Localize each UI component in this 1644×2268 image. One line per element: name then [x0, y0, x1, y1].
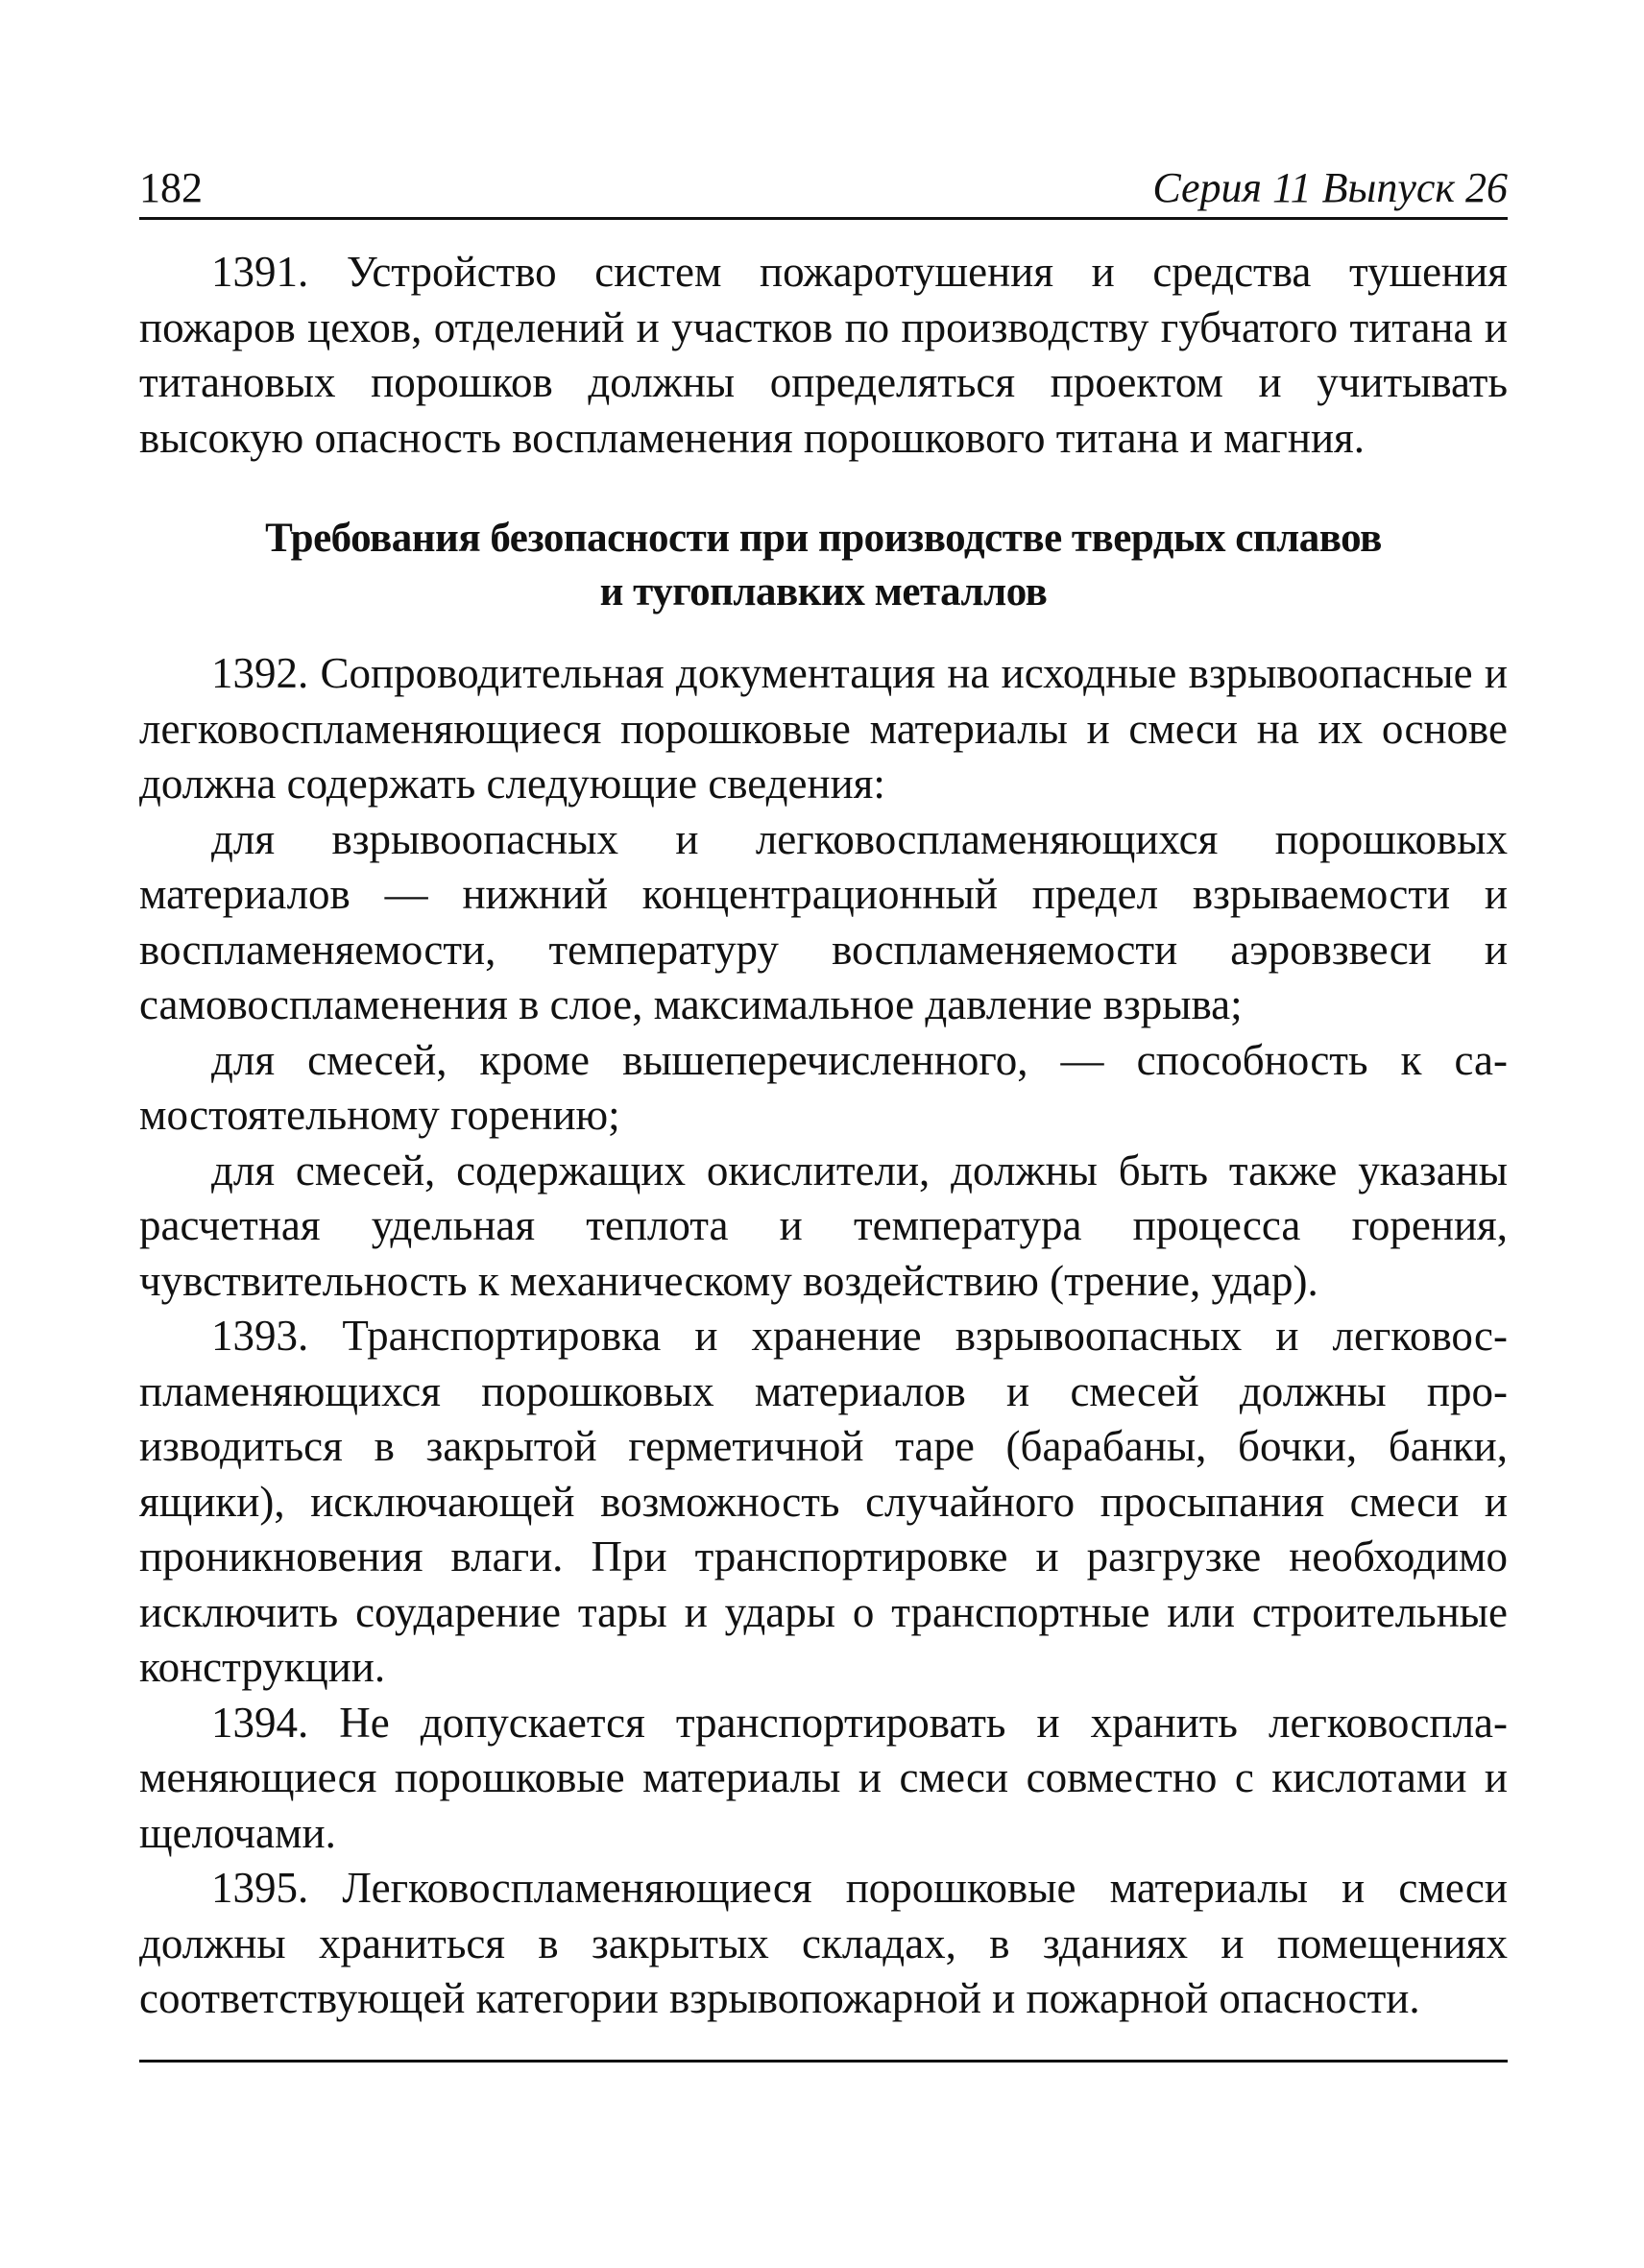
- paragraph-mixtures: для смесей, кроме вышеперечисленного, — способность к самостоятельному горению;: [139, 1035, 1508, 1139]
- body-text: [139, 245, 1508, 2027]
- page-number: 182: [139, 164, 203, 211]
- footer-rule: [139, 2060, 1508, 2063]
- paragraph-explosive-materials: для взрывоопасных и легковоспламеняющихся порошковых материалов — нижний концентрационный предел взрываемости и воспламеняемости, температуру воспламеняемости аэровзвеси и самовоспламенения в слое, максимальное давление взрыва;: [139, 814, 1508, 1028]
- paragraph-1395: 1395. Легковоспламеняющиеся порошковые материалы и смеси должны храниться в закрытых складах, в зданиях и помещениях соответствующей категории взрывопожарной и пожарной опасности.: [139, 1864, 1508, 2022]
- paragraph-1391: 1391. Устройство систем пожаротушения и средства тушения пожаров цехов, отделений и участков по производству губчатого титана и титановых порошков должны определяться проектом и учитывать высокую опасность воспламенения порошкового титана и магния.: [139, 248, 1508, 462]
- document-page: [139, 163, 1508, 2063]
- paragraph-oxidizer-mixtures: для смесей, содержащих окислители, должны быть также указаны расчетная удельная теплота и температура процесса горения, чувствительность к механическому воздействию (трение, удар).: [139, 1146, 1508, 1305]
- section-heading: [139, 512, 1508, 619]
- paragraph-1393: 1393. Транспортировка и хранение взрывоопасных и легковоспламеняющихся порошковых материалов и смесей должны производиться в закрытой герметичной таре (барабаны, бочки, банки, ящики), исключающей возможность случайного просыпания смеси и проникновения влаги. При транспортировке и разгрузке необходимо исключить соударение тары и удары о транспортные или строительные конструкции.: [139, 1312, 1508, 1691]
- series-title: Серия 11 Выпуск 26: [1152, 164, 1508, 211]
- running-header: [139, 163, 1508, 220]
- paragraph-1394: 1394. Не допускается транспортировать и хранить легковоспламеняющиеся порошковые материалы и смеси совместно с кислотами и щелочами.: [139, 1698, 1508, 1857]
- section-heading-line-2: и тугоплавких металлов: [599, 569, 1048, 615]
- section-heading-line-1: Требования безопасности при производстве твердых сплавов: [265, 516, 1382, 561]
- paragraph-1392: 1392. Сопроводительная документация на исходные взрывоопасные и легковоспламеняющиеся порошковые материалы и смеси на их основе должна содержать следующие сведения:: [139, 649, 1508, 808]
